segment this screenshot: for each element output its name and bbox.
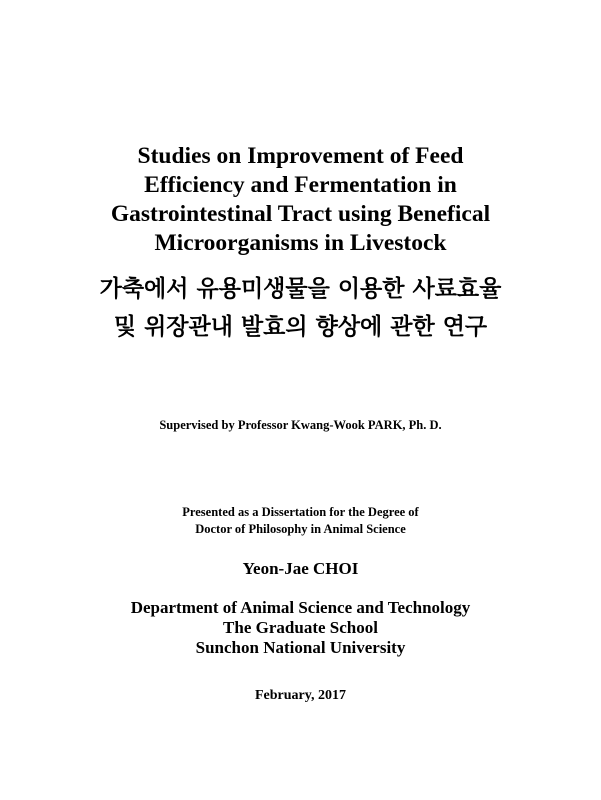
institution (0, 598, 601, 658)
degree-statement (0, 504, 601, 538)
english-title (0, 142, 601, 258)
korean-title-line-1: 가축에서 유용미생물을 이용한 사료효율 (99, 276, 502, 302)
korean-title (0, 270, 601, 346)
department-name: Department of Animal Science and Technology (130, 598, 471, 617)
english-title-line-1: Studies on Improvement of Feed (137, 143, 464, 169)
supervisor-line: Supervised by Professor Kwang-Wook PARK, Ph. D. (159, 418, 442, 432)
graduate-school-name: The Graduate School (223, 618, 378, 637)
author-name: Yeon-Jae CHOI (242, 559, 359, 578)
korean-title-line-2: 및 위장관내 발효의 향상에 관한 연구 (113, 314, 488, 340)
english-title-line-4: Microorganisms in Livestock (154, 230, 447, 256)
english-title-line-3: Gastrointestinal Tract using Benefical (110, 201, 491, 227)
submission-date: February, 2017 (255, 688, 346, 703)
university-name: Sunchon National University (195, 638, 406, 657)
degree-statement-line-2: Doctor of Philosophy in Animal Science (195, 522, 406, 536)
degree-statement-line-1: Presented as a Dissertation for the Degree of (182, 505, 419, 519)
english-title-line-2: Efficiency and Fermentation in (144, 172, 457, 198)
